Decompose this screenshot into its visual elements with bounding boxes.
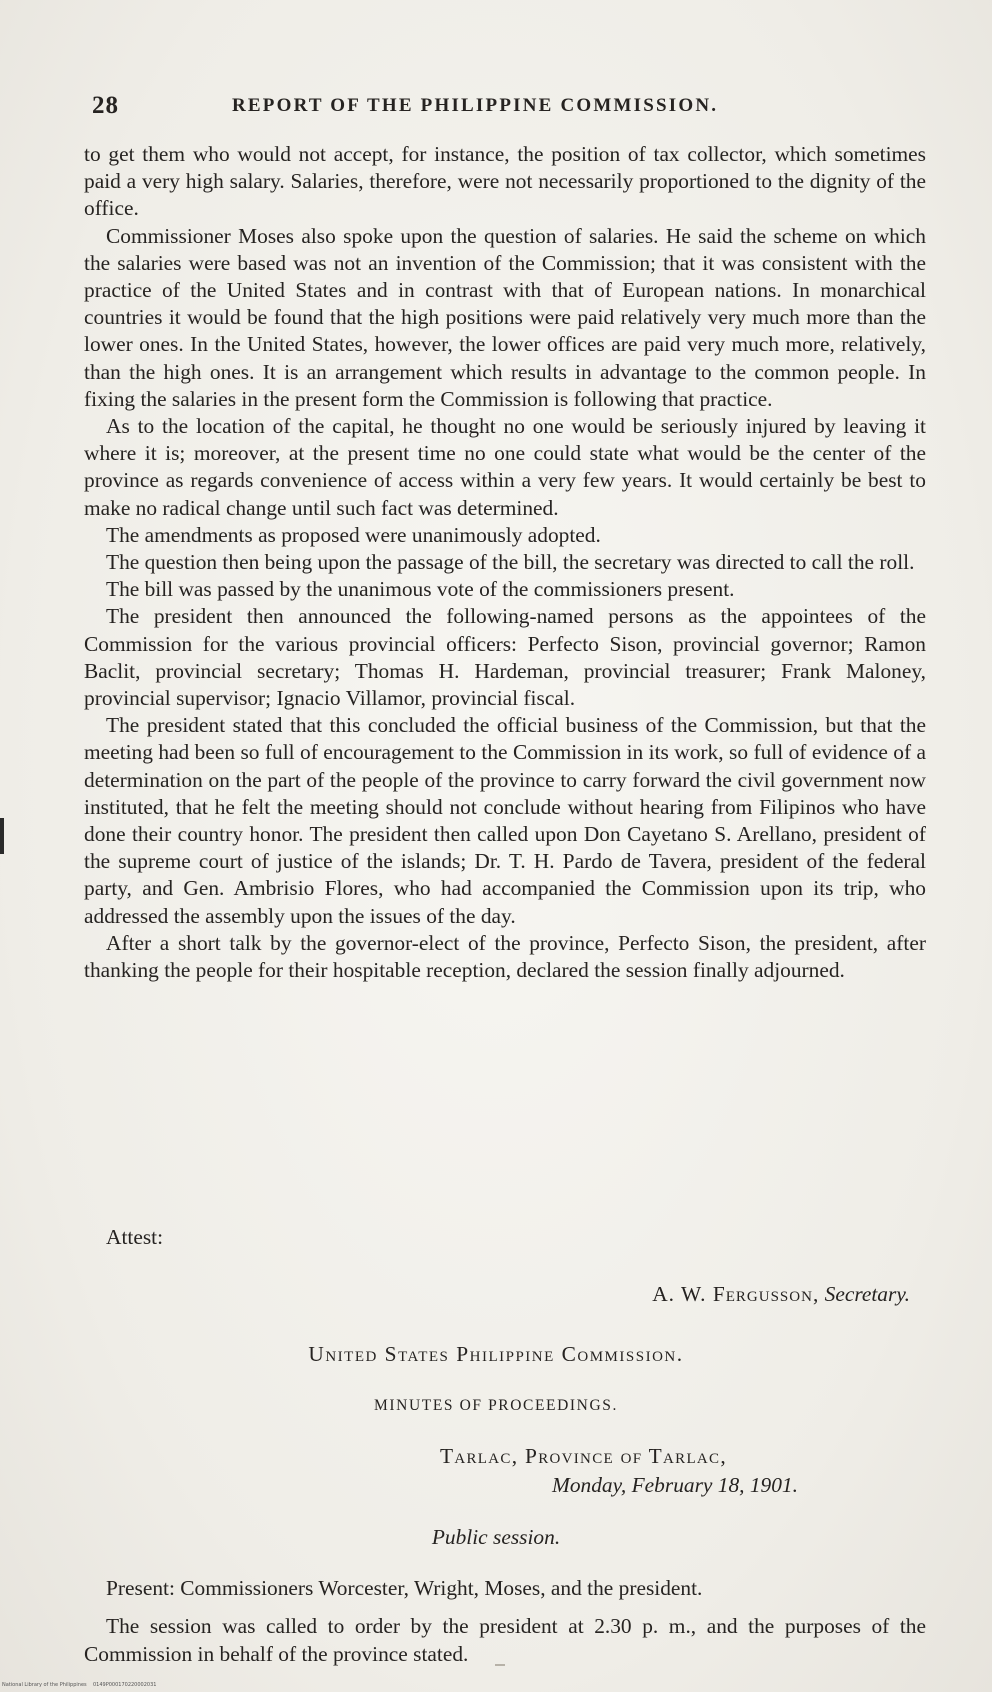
paragraph: Present: Commissioners Worcester, Wright, Moses, and the president. — [106, 1576, 703, 1600]
paragraph: The session was called to order by the president at 2.30 p. m., and the purposes of the Commission in behalf of the province stated. — [84, 1614, 926, 1666]
paragraph: The bill was passed by the unanimous vote of the commissioners present. — [106, 577, 735, 602]
signature-block — [500, 1282, 910, 1307]
running-head: REPORT OF THE PHILIPPINE COMMISSION. — [232, 95, 719, 116]
attest-label: Attest: — [106, 1225, 164, 1249]
paragraph: The president stated that this concluded the official business of the Commission, but that the meeting had been so full of encouragement to the Commission in its work, so full of evidence of a determination on the part of the people of the province to carry forward the civil government now instituted, that he felt the meeting should not conclude without hearing from Filipinos who have done their country honor. The president then called upon Don Cayetano S. Arellano, president of the supreme court of justice of the islands; Dr. T. H. Pardo de Tavera, president of the federal party, and Gen. Ambrisio Flores, who had accompanied the Commission upon its trip, who addressed the assembly upon the issues of the day. — [84, 713, 926, 928]
paragraph: After a short talk by the governor-elect of the province, Perfecto Sison, the president, after thanking the people for their hospitable reception, declared the session finally adjourned. — [84, 930, 926, 983]
archive-stamp: National Library of the Philippines 0149P000170220002031 — [2, 1682, 157, 1688]
paragraph: The question then being upon the passage of the bill, the secretary was directed to call the roll. — [106, 550, 915, 575]
page-number: 28 — [92, 92, 119, 119]
date-line: Monday, February 18, 1901. — [552, 1473, 798, 1497]
page-header — [92, 92, 922, 122]
margin-mark — [0, 818, 4, 854]
paragraph: to get them who would not accept, for instance, the position of tax collector, which sometimes paid a very high salary. Salaries, therefore, were not necessarily proportioned to the dignity of the office. — [84, 142, 926, 221]
place-line: Tarlac, Province of Tarlac, — [440, 1444, 727, 1468]
minutes-body — [84, 1574, 926, 1668]
paragraph: The president then announced the following-named persons as the appointees of the Commission for the various provincial officers: Perfecto Sison, provincial governor; Ramon Baclit, provincial secretary; Thomas H. Hardeman, provincial treasurer; Frank Maloney, provincial supervisor; Ignacio Villamor, provincial fiscal. — [84, 604, 926, 711]
commission-heading: United States Philippine Commission. — [308, 1342, 684, 1366]
paragraph: Commissioner Moses also spoke upon the question of salaries. He said the scheme on which the salaries were based was not an invention of the Commission; that it was consistent with the practice of the United States and in contrast with that of European nations. In monarchical countries it would be found that the high positions were paid relatively very much more than the lower ones. In the United States, however, the lower offices are paid very much more, relatively, than the high ones. It is an arrangement which results in advantage to the common people. In fixing the salaries in the present form the Commission is following that practice. — [84, 223, 926, 411]
page-speck — [495, 1664, 505, 1666]
signature-title: Secretary. — [824, 1282, 910, 1306]
paragraph: As to the location of the capital, he thought no one would be seriously injured by leaving it where it is; moreover, at the present time no one could state what would be the center of the province as regards convenience of access within a very few years. It would certainly be best to make no radical change until such fact was determined. — [84, 414, 926, 520]
minutes-heading: MINUTES OF PROCEEDINGS. — [374, 1397, 618, 1414]
paragraph: The amendments as proposed were unanimously adopted. — [106, 522, 601, 547]
report-body — [84, 141, 926, 984]
signature-name: A. W. Fergusson, — [652, 1282, 820, 1306]
session-line: Public session. — [431, 1525, 561, 1549]
